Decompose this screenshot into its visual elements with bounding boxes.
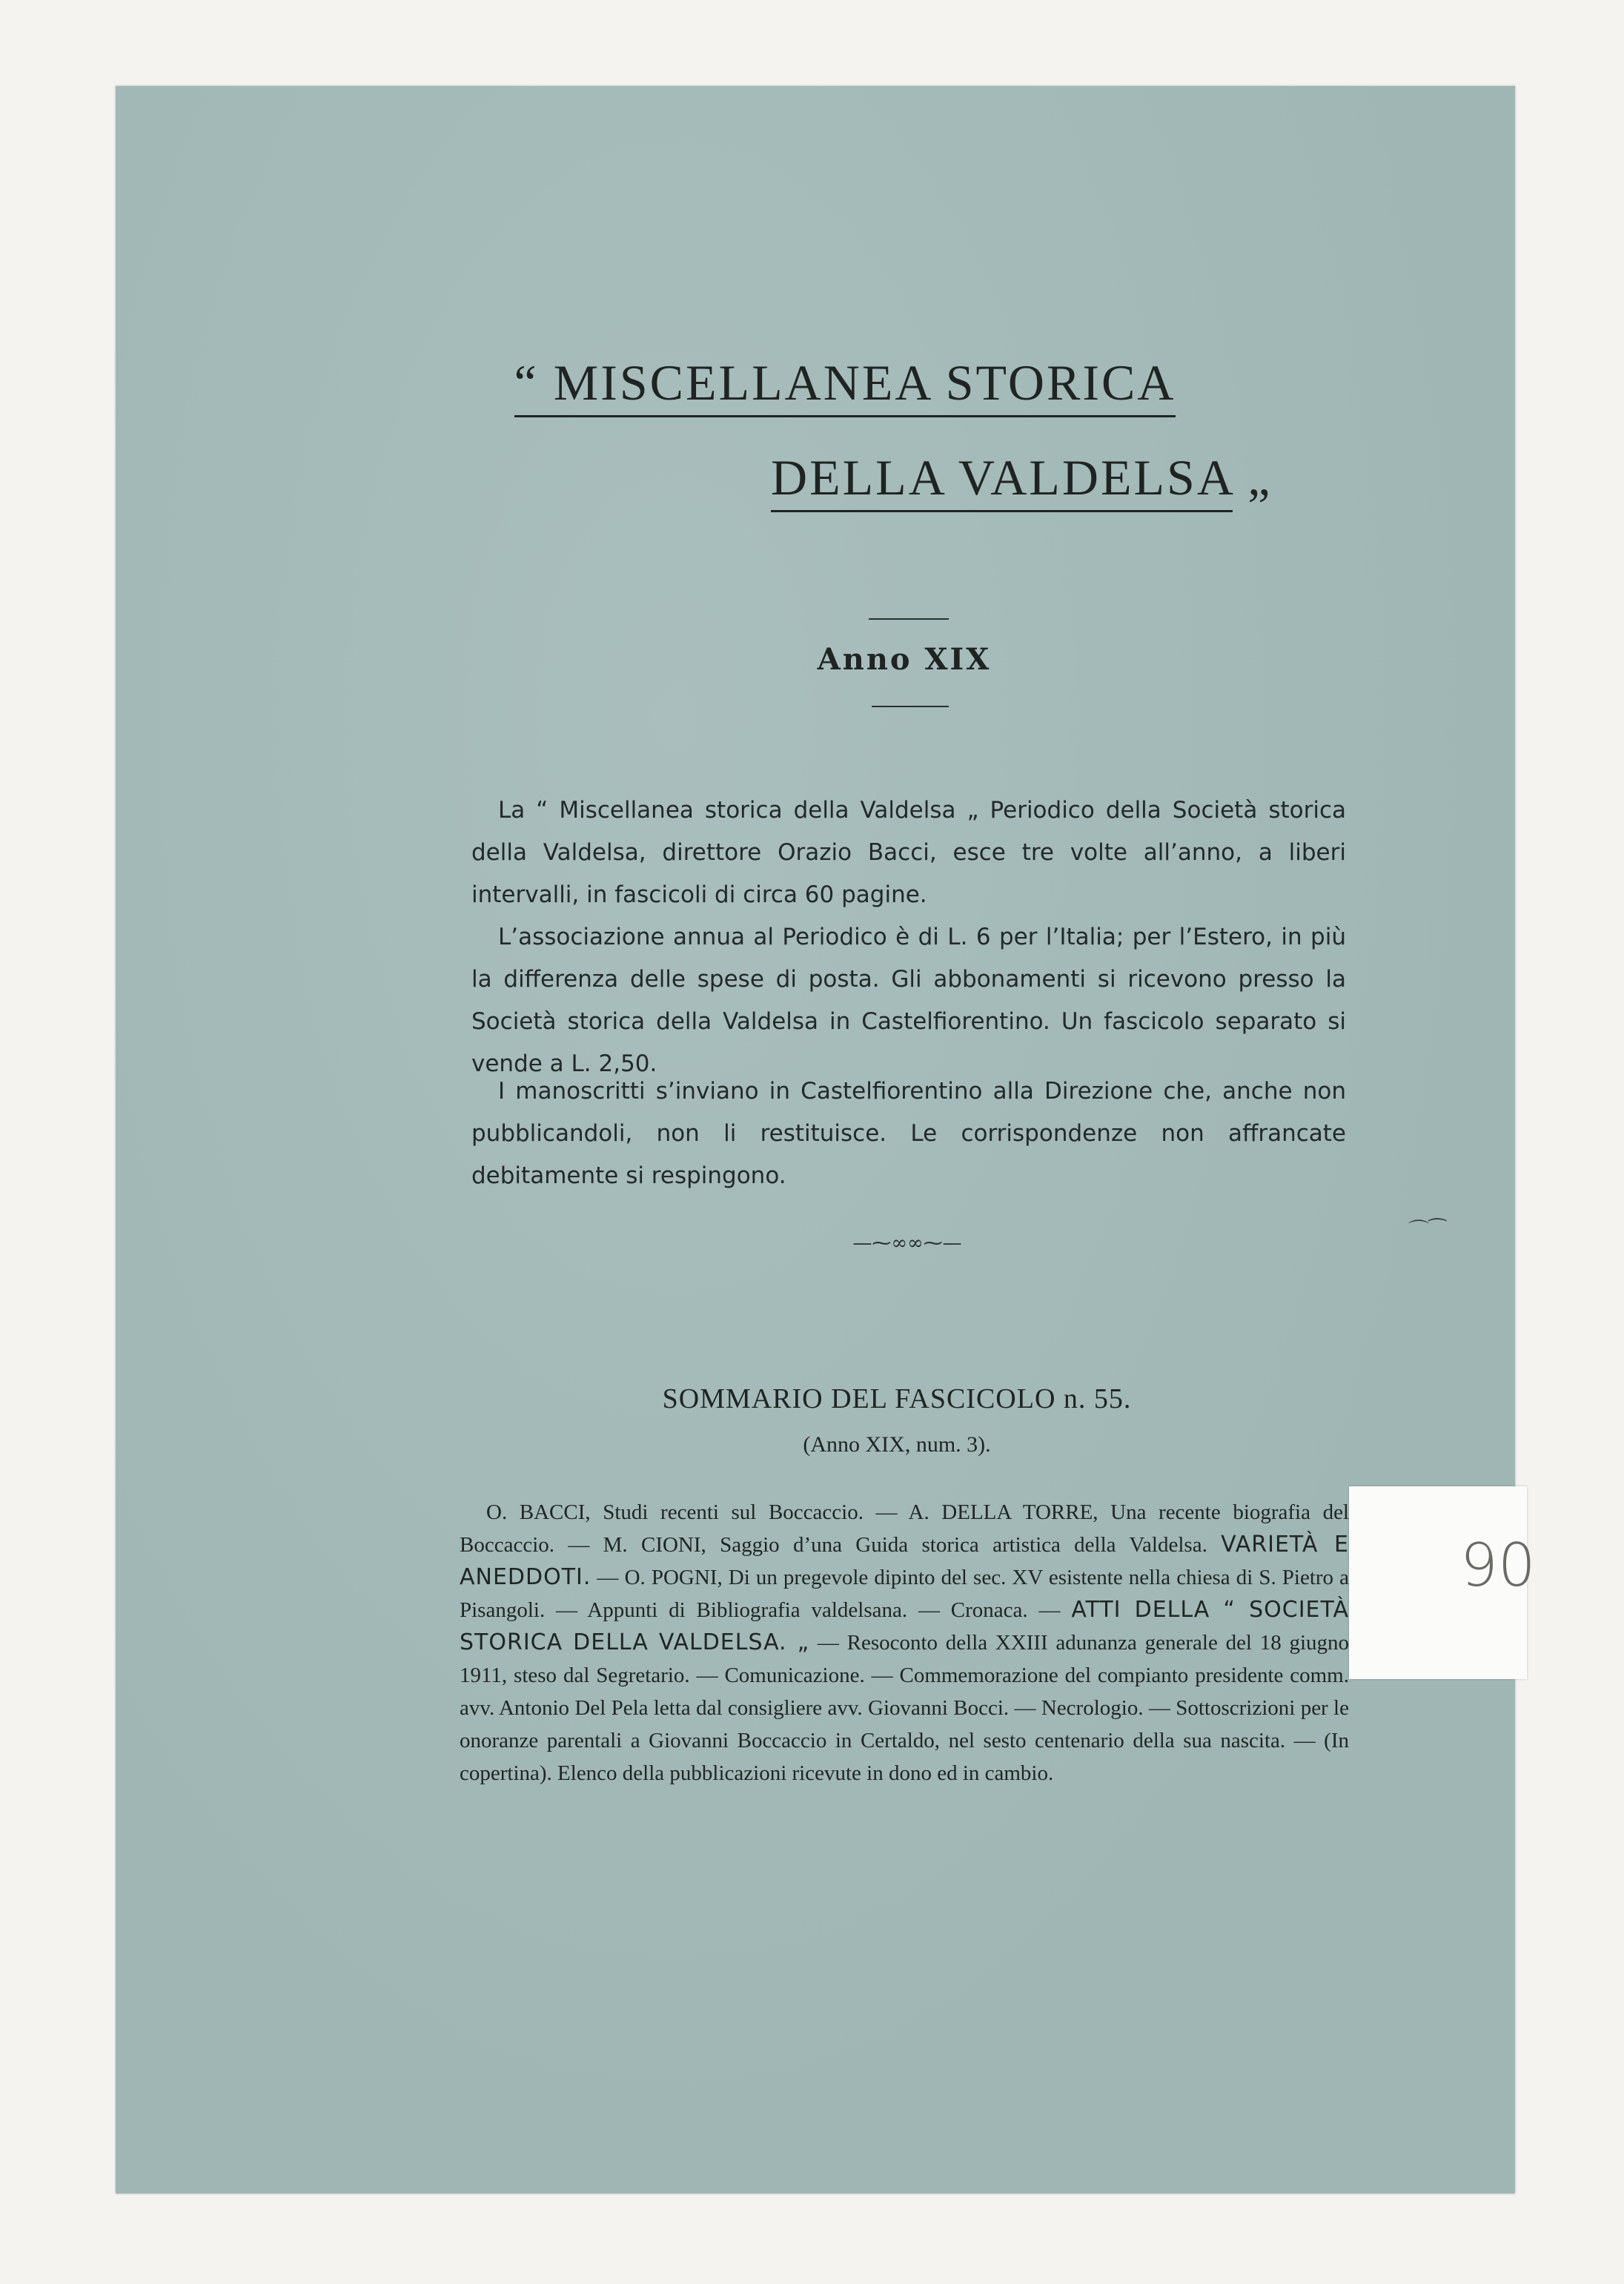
intro-p2-text: L’associazione annua al Periodico è di L. 6 per l’Italia; per l’Estero, in più la differenza delle spese di posta. Gli abbonamenti si ricevono presso la Società storica della Valdelsa in Castelfiorentino. Un fascicolo separato si vende a L. 2,50. — [471, 924, 1346, 1077]
title-line-1-text: “ MISCELLANEA STORICA — [514, 354, 1176, 417]
contents-atti: ATTI DELLA “ SOCIETÀ STORICA DELLA VALDELSA. „ — [460, 1597, 1350, 1655]
intro-p1-text: La “ Miscellanea storica della Valdelsa „ Periodico della Società storica della Valdelsa, direttore Orazio Bacci, esce tre volte all’anno, a liberi intervalli, in fascicoli di circa 60 pagine. — [471, 797, 1346, 908]
intro-paragraph-2 — [471, 916, 1346, 1085]
catalog-label-number: 90 — [1460, 1531, 1536, 1600]
title-line-2-text: DELLA VALDELSA — [771, 449, 1233, 512]
sommario-subtitle: (Anno XIX, num. 3). — [803, 1432, 991, 1457]
contents-part-5: — Resoconto della XXIII adunanza generale del 18 giugno 1911, steso dal Segretario. — Comunicazione. — Commemorazione del compianto presidente comm. avv. Antonio Del Pela letta dal consigliere avv. Giovanni Bocci. — Necrologio. — Sottoscrizioni per le onoranze parentali a Giovanni Boccaccio in Certaldo, nel sesto centenario della sua nascita. — (In copertina). Elenco della pubblicazioni ricevute in dono ed in cambio. — [460, 1631, 1349, 1785]
ornament-divider: —⁓∞∞⁓— — [852, 1232, 962, 1254]
contents-varieta: VARIETÀ E ANEDDOTI. — [460, 1532, 1349, 1590]
title-line-1 — [478, 354, 1212, 411]
anno-heading: Anno XIX — [817, 642, 992, 677]
title-line-2 — [771, 449, 1364, 506]
title-close-quote: „ — [1233, 449, 1273, 506]
sommario-title: SOMMARIO DEL FASCICOLO n. 55. — [662, 1383, 1132, 1414]
contents-part-1: O. BACCI, Studi recenti sul Boccaccio. — A. DELLA TORRE, Una recente biografia del Boccaccio. — M. CIONI, Saggio d’una Guida storica artistica della Valdelsa. — [460, 1500, 1349, 1557]
edge-tear-mark: ⌒⁀ — [1408, 1218, 1446, 1242]
intro-p3-text: I manoscritti s’inviano in Castelfiorentino alla Direzione che, anche non pubblicandoli, non li restituisce. Le corrispondenze non affrancate debitamente si respingono. — [471, 1078, 1346, 1189]
intro-paragraph-1 — [471, 790, 1346, 916]
intro-paragraph-3 — [471, 1070, 1346, 1197]
rule-above-anno — [869, 618, 949, 620]
rule-below-anno — [872, 706, 949, 707]
catalog-label-sticker — [1349, 1486, 1536, 1679]
contents-part-3: — O. POGNI, Di un pregevole dipinto del sec. XV esistente nella chiesa di S. Pietro a Pisangoli. — Appunti di Bibliografia valdelsana. — Cronaca. — — [460, 1566, 1349, 1622]
sommario-contents — [460, 1496, 1349, 1790]
